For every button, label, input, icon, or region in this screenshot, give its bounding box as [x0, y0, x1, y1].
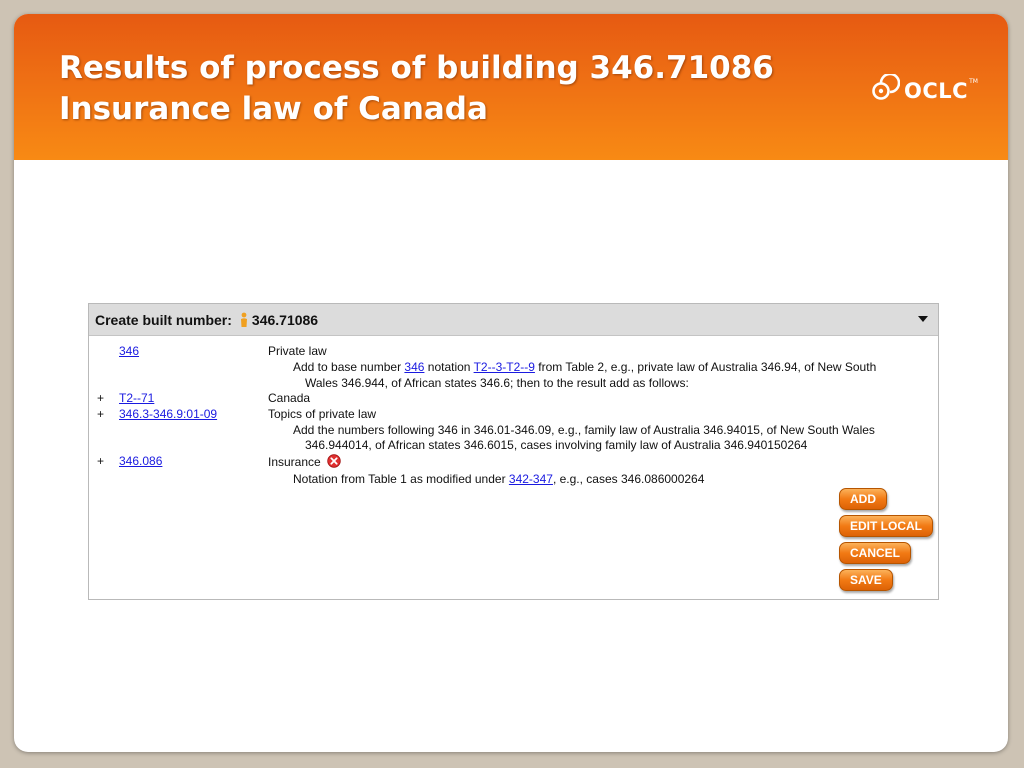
panel-header[interactable] — [89, 304, 938, 336]
expand-toggle[interactable]: + — [97, 391, 105, 405]
desc-text-segment: notation — [424, 360, 474, 374]
caption-label: Topics of private law — [268, 407, 377, 421]
notation-link[interactable]: 346.3-346.9:01-09 — [119, 407, 218, 421]
oclc-logo-icon — [870, 74, 900, 108]
description-text — [293, 472, 704, 487]
description-text: Wales 346.944, of African states 346.6; then to the result add as follows: — [305, 376, 689, 390]
slide-title-line1: Results of process of building 346.71086 — [59, 50, 774, 86]
cancel-button[interactable]: CANCEL — [839, 542, 911, 564]
built-number-value: 346.71086 — [251, 311, 319, 328]
notation-link[interactable]: 346.086 — [119, 454, 163, 468]
notation-link[interactable]: T2--3-T2--9 — [473, 360, 535, 374]
edit-local-button[interactable]: EDIT LOCAL — [839, 515, 933, 537]
user-icon — [240, 312, 248, 328]
description-text: 346.944014, of African states 346.6015, cases involving family law of Australia 346.940150264 — [305, 438, 808, 452]
desc-text-segment: Notation from Table 1 as modified under — [293, 472, 509, 486]
chevron-down-icon[interactable] — [918, 316, 928, 322]
error-remove-icon[interactable] — [327, 454, 341, 472]
notation-link[interactable]: T2--71 — [119, 391, 155, 405]
desc-text-segment: , e.g., cases 346.086000264 — [552, 472, 705, 486]
oclc-logo — [870, 74, 978, 108]
caption-label-text: Insurance — [268, 455, 321, 469]
expand-toggle[interactable]: + — [97, 454, 105, 468]
description-text: Add the numbers following 346 in 346.01-346.09, e.g., family law of Australia 346.94015, of New South Wales — [293, 423, 875, 437]
panel-header-label: Create built number: — [95, 311, 232, 328]
slide — [14, 14, 1008, 752]
add-button[interactable]: ADD — [839, 488, 887, 510]
desc-text-segment: Add to base number — [293, 360, 405, 374]
oclc-logo-text: OCLC — [904, 79, 969, 103]
create-built-number-panel — [88, 303, 939, 600]
desc-text-segment: from Table 2, e.g., private law of Australia 346.94, of New South — [534, 360, 877, 374]
save-button[interactable]: SAVE — [839, 569, 893, 591]
oclc-logo-tm: TM — [969, 78, 978, 85]
caption-label: Private law — [268, 344, 327, 358]
notation-link[interactable]: 346 — [404, 360, 425, 374]
caption-label — [268, 454, 341, 472]
caption-label: Canada — [268, 391, 311, 405]
expand-toggle[interactable]: + — [97, 407, 105, 421]
description-text — [293, 360, 876, 375]
slide-title-line2: Insurance law of Canada — [59, 91, 488, 127]
slide-header — [14, 14, 1008, 160]
notation-link[interactable]: 342-347 — [508, 472, 553, 486]
notation-link[interactable]: 346 — [119, 344, 140, 358]
slide-title — [59, 48, 774, 130]
